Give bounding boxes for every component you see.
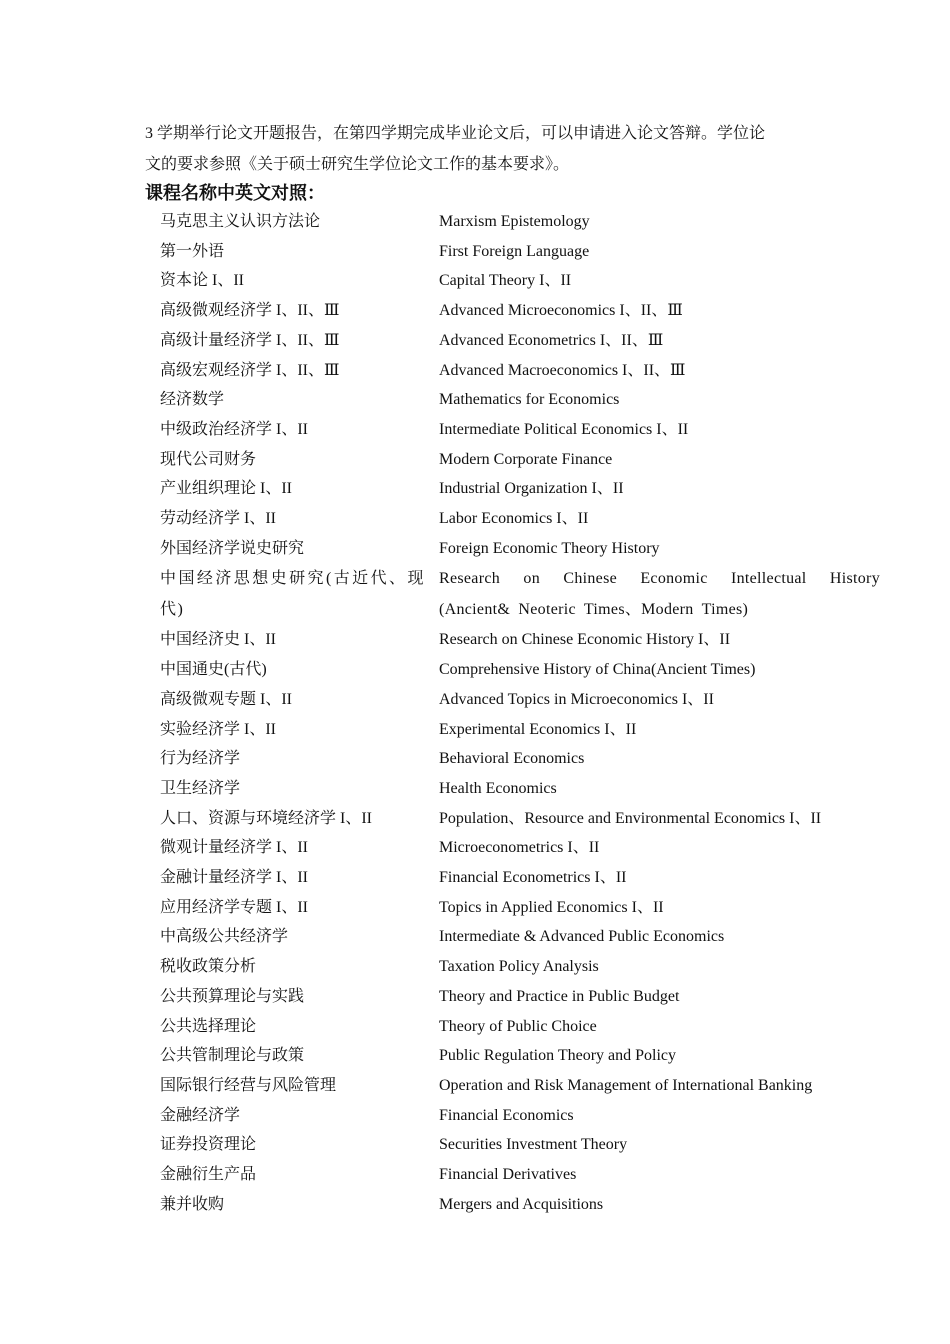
course-name-chinese: 高级计量经济学 I、II、Ⅲ <box>160 331 340 349</box>
course-name-chinese: 税收政策分析 <box>160 958 257 976</box>
course-row <box>160 296 880 326</box>
course-name-english: Modern Corporate Finance <box>439 450 613 468</box>
course-name-chinese: 公共选择理论 <box>160 1017 257 1035</box>
course-name-english: Intermediate & Advanced Public Economics <box>439 928 725 946</box>
course-name-english: First Foreign Language <box>439 242 590 260</box>
course-row <box>160 266 880 296</box>
course-row <box>160 1160 880 1190</box>
course-name-english: Taxation Policy Analysis <box>439 958 599 976</box>
course-name-english: Public Regulation Theory and Policy <box>439 1047 677 1065</box>
course-name-chinese: 实验经济学 I、II <box>160 720 276 738</box>
section-heading: 课程名称中英文对照： <box>145 183 325 203</box>
course-name-chinese: 公共管制理论与政策 <box>160 1047 305 1065</box>
course-name-english: Advanced Macroeconomics I、II、Ⅲ <box>439 361 686 379</box>
course-name-english: Advanced Econometrics I、II、Ⅲ <box>439 331 664 349</box>
course-row <box>160 1190 880 1220</box>
course-name-chinese: 中国经济史 I、II <box>160 631 276 649</box>
course-name-chinese: 现代公司财务 <box>160 450 257 468</box>
course-row <box>160 474 880 504</box>
course-name-table <box>160 207 880 1220</box>
course-name-chinese: 国际银行经营与风险管理 <box>160 1076 337 1094</box>
course-name-english: Research on Chinese Economic Intellectual History (Ancient& Neoteric Times、Modern Times) <box>439 570 880 619</box>
course-name-chinese: 高级宏观经济学 I、II、Ⅲ <box>160 361 340 379</box>
course-name-chinese: 卫生经济学 <box>160 779 241 797</box>
course-name-english: Behavioral Economics <box>439 750 585 768</box>
course-name-chinese: 证券投资理论 <box>160 1136 257 1154</box>
intro-paragraph <box>145 118 825 180</box>
course-row <box>160 356 880 386</box>
course-name-chinese: 资本论 I、II <box>160 272 244 290</box>
course-row <box>160 237 880 267</box>
course-name-chinese: 中国通史(古代) <box>160 661 267 679</box>
course-name-english: Theory of Public Choice <box>439 1017 597 1035</box>
course-name-chinese: 金融衍生产品 <box>160 1166 257 1184</box>
course-name-english: Capital Theory I、II <box>439 272 572 290</box>
course-row <box>160 504 880 534</box>
course-name-english: Labor Economics I、II <box>439 510 589 528</box>
course-name-english: Advanced Topics in Microeconomics I、II <box>439 690 714 708</box>
course-name-chinese: 经济数学 <box>160 391 225 409</box>
course-name-english: Comprehensive History of China(Ancient Times) <box>439 661 756 679</box>
course-row <box>160 1101 880 1131</box>
course-name-chinese: 中级政治经济学 I、II <box>160 420 308 438</box>
course-row <box>160 655 880 685</box>
course-row <box>160 385 880 415</box>
course-name-english: Mergers and Acquisitions <box>439 1195 604 1213</box>
course-row <box>160 625 880 655</box>
course-name-chinese: 金融计量经济学 I、II <box>160 869 308 887</box>
course-name-chinese: 劳动经济学 I、II <box>160 510 276 528</box>
course-row <box>160 685 880 715</box>
course-name-english: Population、Resource and Environmental Economics I、II <box>439 809 822 827</box>
course-name-english: Securities Investment Theory <box>439 1136 628 1154</box>
course-row <box>160 952 880 982</box>
course-name-english: Industrial Organization I、II <box>439 480 624 498</box>
course-row <box>160 563 880 625</box>
course-name-english: Advanced Microeconomics I、II、Ⅲ <box>439 302 683 320</box>
course-row <box>160 1041 880 1071</box>
course-row <box>160 774 880 804</box>
course-row <box>160 1071 880 1101</box>
course-name-chinese: 高级微观专题 I、II <box>160 690 292 708</box>
course-name-english: Microeconometrics I、II <box>439 839 600 857</box>
course-row <box>160 326 880 356</box>
course-row <box>160 982 880 1012</box>
course-name-chinese: 第一外语 <box>160 242 225 260</box>
course-row <box>160 207 880 237</box>
course-row <box>160 833 880 863</box>
course-name-chinese: 中高级公共经济学 <box>160 928 289 946</box>
course-name-english: Marxism Epistemology <box>439 213 590 230</box>
course-name-english: Topics in Applied Economics I、II <box>439 898 664 916</box>
course-name-english: Intermediate Political Economics I、II <box>439 420 689 438</box>
course-name-english: Mathematics for Economics <box>439 391 620 409</box>
intro-line-1: 3 学期举行论文开题报告，在第四学期完成毕业论文后，可以申请进入论文答辩。学位论 <box>145 125 766 142</box>
course-name-english: Operation and Risk Management of International Banking <box>439 1076 813 1094</box>
course-name-chinese: 兼并收购 <box>160 1195 225 1213</box>
course-name-chinese: 微观计量经济学 I、II <box>160 839 308 857</box>
course-name-chinese: 高级微观经济学 I、II、Ⅲ <box>160 302 340 320</box>
course-name-chinese: 金融经济学 <box>160 1106 241 1124</box>
course-row <box>160 445 880 475</box>
course-row <box>160 922 880 952</box>
course-row <box>160 863 880 893</box>
course-name-english: Theory and Practice in Public Budget <box>439 987 680 1005</box>
course-name-english: Financial Econometrics I、II <box>439 869 627 887</box>
course-row <box>160 415 880 445</box>
course-row <box>160 744 880 774</box>
course-name-english: Experimental Economics I、II <box>439 720 637 738</box>
course-name-english: Research on Chinese Economic History I、II <box>439 631 731 649</box>
course-row <box>160 804 880 834</box>
course-name-english: Health Economics <box>439 779 557 797</box>
course-name-chinese: 行为经济学 <box>160 750 241 768</box>
course-row <box>160 534 880 564</box>
course-name-chinese: 外国经济学说史研究 <box>160 539 305 557</box>
intro-line-2: 文的要求参照《关于硕士研究生学位论文工作的基本要求》。 <box>145 156 570 173</box>
course-name-chinese: 产业组织理论 I、II <box>160 480 292 498</box>
course-name-chinese: 应用经济学专题 I、II <box>160 898 308 916</box>
course-name-chinese: 马克思主义认识方法论 <box>160 213 321 230</box>
course-row <box>160 893 880 923</box>
course-name-english: Financial Economics <box>439 1106 574 1124</box>
course-row <box>160 1130 880 1160</box>
course-row <box>160 1012 880 1042</box>
course-row <box>160 715 880 745</box>
course-name-english: Foreign Economic Theory History <box>439 539 660 557</box>
course-name-chinese: 公共预算理论与实践 <box>160 987 305 1005</box>
course-name-english: Financial Derivatives <box>439 1166 577 1184</box>
course-name-chinese: 中国经济思想史研究(古近代、现代) <box>160 570 425 619</box>
course-name-chinese: 人口、资源与环境经济学 I、II <box>160 809 372 827</box>
